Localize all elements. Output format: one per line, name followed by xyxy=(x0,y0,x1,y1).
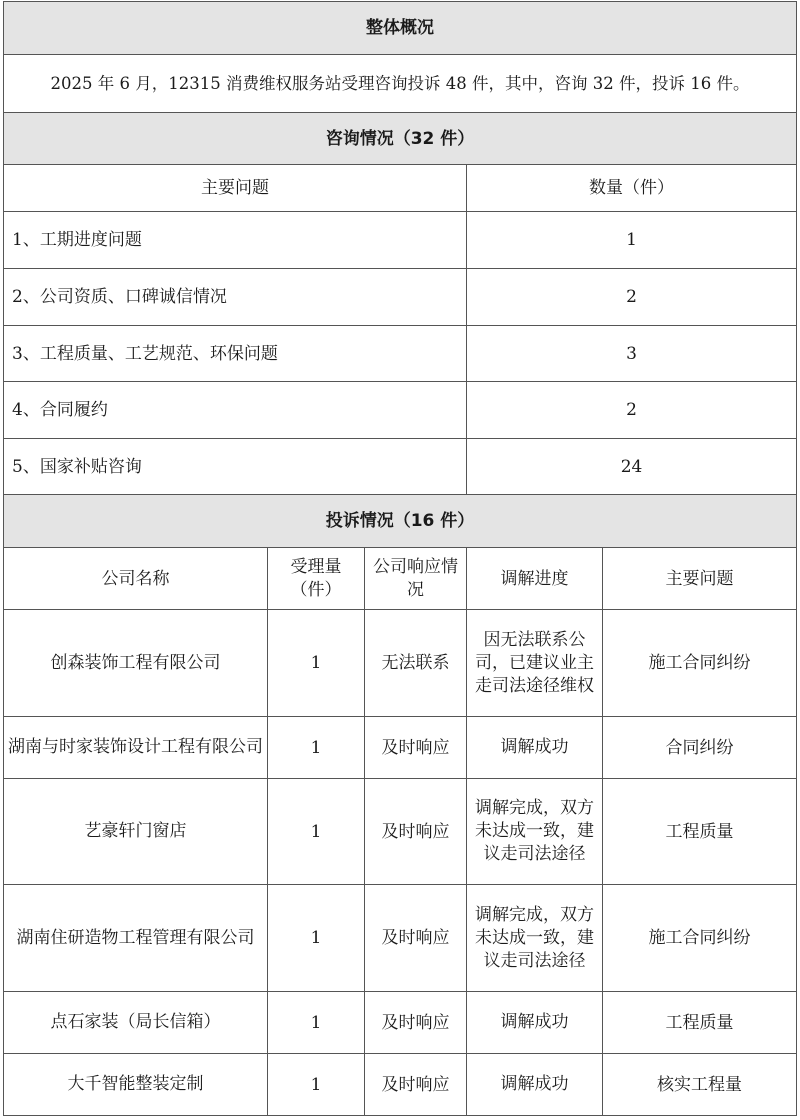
complaint-accepted: 1 xyxy=(268,717,365,779)
complaint-response: 及时响应 xyxy=(365,992,467,1054)
complaint-progress: 调解成功 xyxy=(467,992,603,1054)
complaint-response: 及时响应 xyxy=(365,779,467,885)
overview-title: 整体概况 xyxy=(4,2,797,55)
complaint-row xyxy=(4,610,797,717)
consult-issue-header: 主要问题 xyxy=(4,165,467,212)
complaint-progress: 调解完成，双方未达成一致，建议走司法途径 xyxy=(467,885,603,992)
consult-issue: 2、公司资质、口碑诚信情况 xyxy=(4,269,467,326)
overview-summary-row xyxy=(4,55,797,113)
overview-summary: 2025 年 6 月，12315 消费维权服务站受理咨询投诉 48 件，其中，咨询 32 件，投诉 16 件。 xyxy=(4,55,797,113)
complaint-title: 投诉情况（16 件） xyxy=(4,495,797,548)
consult-column-headers xyxy=(4,165,797,212)
complaint-row xyxy=(4,1054,797,1116)
complaint-accepted: 1 xyxy=(268,779,365,885)
consult-count: 1 xyxy=(467,212,797,269)
complaint-response-header: 公司响应情况 xyxy=(365,548,467,610)
complaint-issue: 工程质量 xyxy=(603,779,797,885)
complaint-company: 湖南与时家装饰设计工程有限公司 xyxy=(4,717,268,779)
complaint-progress: 调解完成，双方未达成一致，建议走司法途径 xyxy=(467,779,603,885)
consult-row xyxy=(4,212,797,269)
complaint-accepted: 1 xyxy=(268,885,365,992)
complaint-progress: 调解成功 xyxy=(467,1054,603,1116)
complaint-response: 及时响应 xyxy=(365,1054,467,1116)
report-sheet xyxy=(3,1,796,1116)
complaint-accepted: 1 xyxy=(268,992,365,1054)
report-table xyxy=(3,1,797,1116)
complaint-issue: 施工合同纠纷 xyxy=(603,885,797,992)
complaint-row xyxy=(4,717,797,779)
complaint-progress: 因无法联系公司，已建议业主走司法途径维权 xyxy=(467,610,603,717)
complaint-issue-header: 主要问题 xyxy=(603,548,797,610)
consult-count: 24 xyxy=(467,439,797,495)
consult-row xyxy=(4,269,797,326)
consult-issue: 5、国家补贴咨询 xyxy=(4,439,467,495)
complaint-accepted: 1 xyxy=(268,1054,365,1116)
complaint-header-row xyxy=(4,495,797,548)
complaint-issue: 施工合同纠纷 xyxy=(603,610,797,717)
consult-issue: 4、合同履约 xyxy=(4,382,467,439)
complaint-accepted-header: 受理量（件） xyxy=(268,548,365,610)
complaint-issue: 工程质量 xyxy=(603,992,797,1054)
complaint-response: 及时响应 xyxy=(365,885,467,992)
complaint-company: 点石家装（局长信箱） xyxy=(4,992,268,1054)
complaint-response: 无法联系 xyxy=(365,610,467,717)
overview-header-row xyxy=(4,2,797,55)
consult-count: 2 xyxy=(467,269,797,326)
complaint-company: 艺豪轩门窗店 xyxy=(4,779,268,885)
consult-count-header: 数量（件） xyxy=(467,165,797,212)
consult-issue: 1、工期进度问题 xyxy=(4,212,467,269)
complaint-issue: 合同纠纷 xyxy=(603,717,797,779)
consult-row xyxy=(4,382,797,439)
consult-row xyxy=(4,326,797,382)
complaint-column-headers xyxy=(4,548,797,610)
complaint-company-header: 公司名称 xyxy=(4,548,268,610)
consult-header-row xyxy=(4,113,797,165)
complaint-accepted: 1 xyxy=(268,610,365,717)
consult-issue: 3、工程质量、工艺规范、环保问题 xyxy=(4,326,467,382)
complaint-response: 及时响应 xyxy=(365,717,467,779)
complaint-company: 大千智能整装定制 xyxy=(4,1054,268,1116)
complaint-progress: 调解成功 xyxy=(467,717,603,779)
consult-count: 3 xyxy=(467,326,797,382)
complaint-row xyxy=(4,992,797,1054)
consult-title: 咨询情况（32 件） xyxy=(4,113,797,165)
consult-row xyxy=(4,439,797,495)
complaint-company: 创森装饰工程有限公司 xyxy=(4,610,268,717)
complaint-company: 湖南住研造物工程管理有限公司 xyxy=(4,885,268,992)
complaint-row xyxy=(4,885,797,992)
complaint-row xyxy=(4,779,797,885)
complaint-progress-header: 调解进度 xyxy=(467,548,603,610)
consult-count: 2 xyxy=(467,382,797,439)
complaint-issue: 核实工程量 xyxy=(603,1054,797,1116)
